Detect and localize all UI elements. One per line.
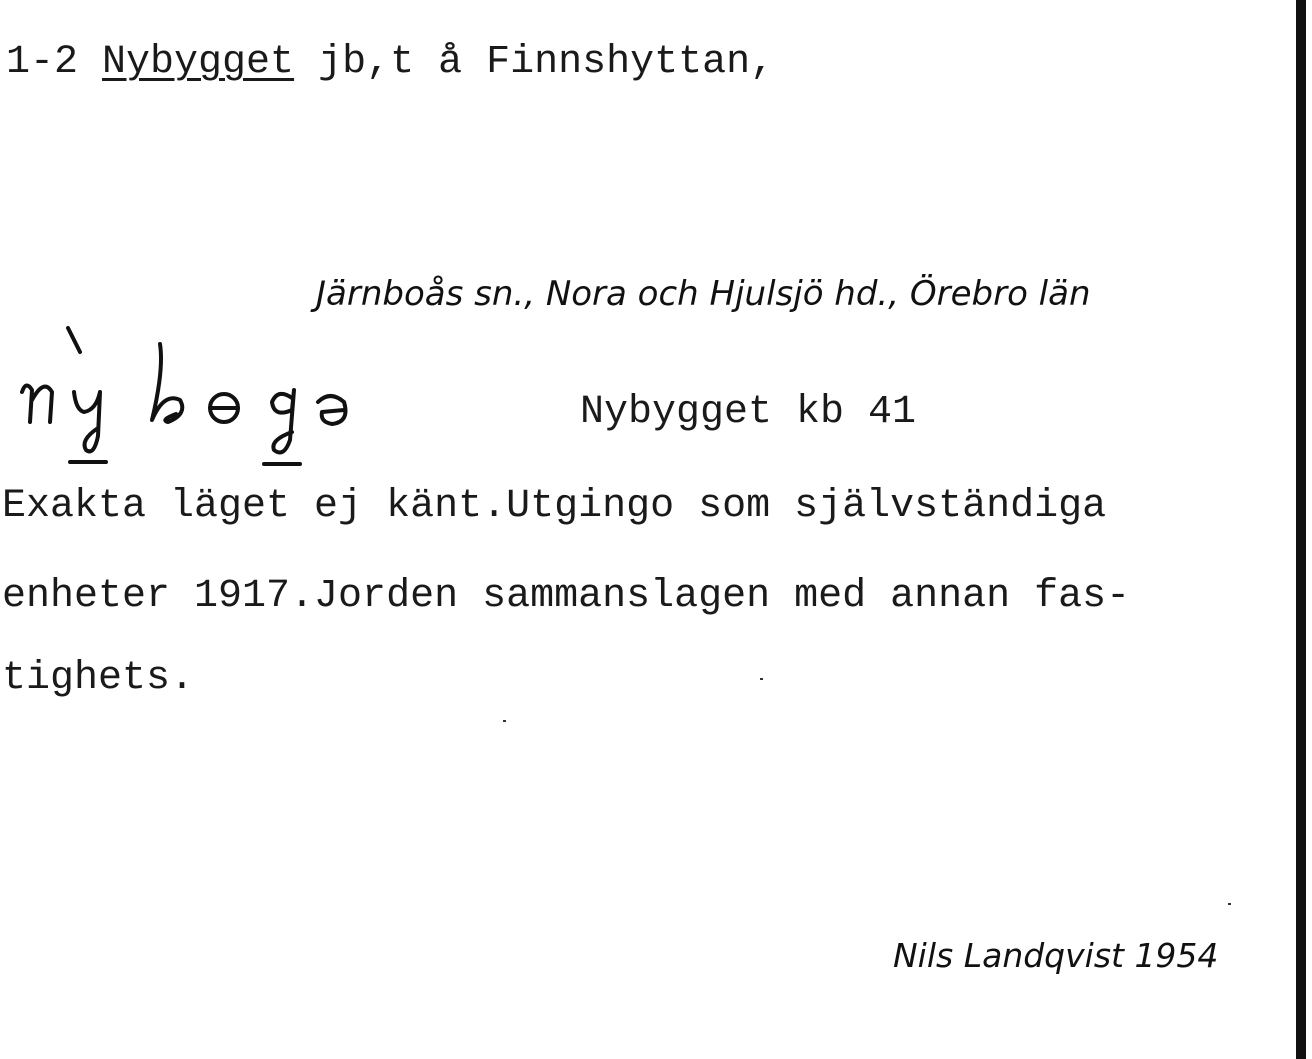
body-line-2: enheter 1917.Jorden sammanslagen med annan fas- xyxy=(2,574,1131,619)
heading-rest: jb,t å Finnshyttan, xyxy=(318,40,775,85)
heading-place-name: Nybygget xyxy=(102,40,295,85)
signature: Nils Landqvist 1954 xyxy=(893,936,1219,975)
reference-line: Nybygget kb 41 xyxy=(580,390,917,435)
card-edge-border xyxy=(1296,0,1306,1059)
body-line-1: Exakta läget ej känt.Utgingo som självständiga xyxy=(2,484,1107,529)
scan-speck xyxy=(1228,903,1231,905)
card-heading xyxy=(6,40,774,85)
scan-speck xyxy=(760,678,763,680)
body-line-3: tighets. xyxy=(2,656,195,701)
heading-number: 1-2 xyxy=(6,40,79,85)
phonetic-transcription xyxy=(0,310,380,480)
scan-speck xyxy=(503,720,506,722)
location-line: Järnboås sn., Nora och Hjulsjö hd., Örebro län xyxy=(316,274,1091,314)
